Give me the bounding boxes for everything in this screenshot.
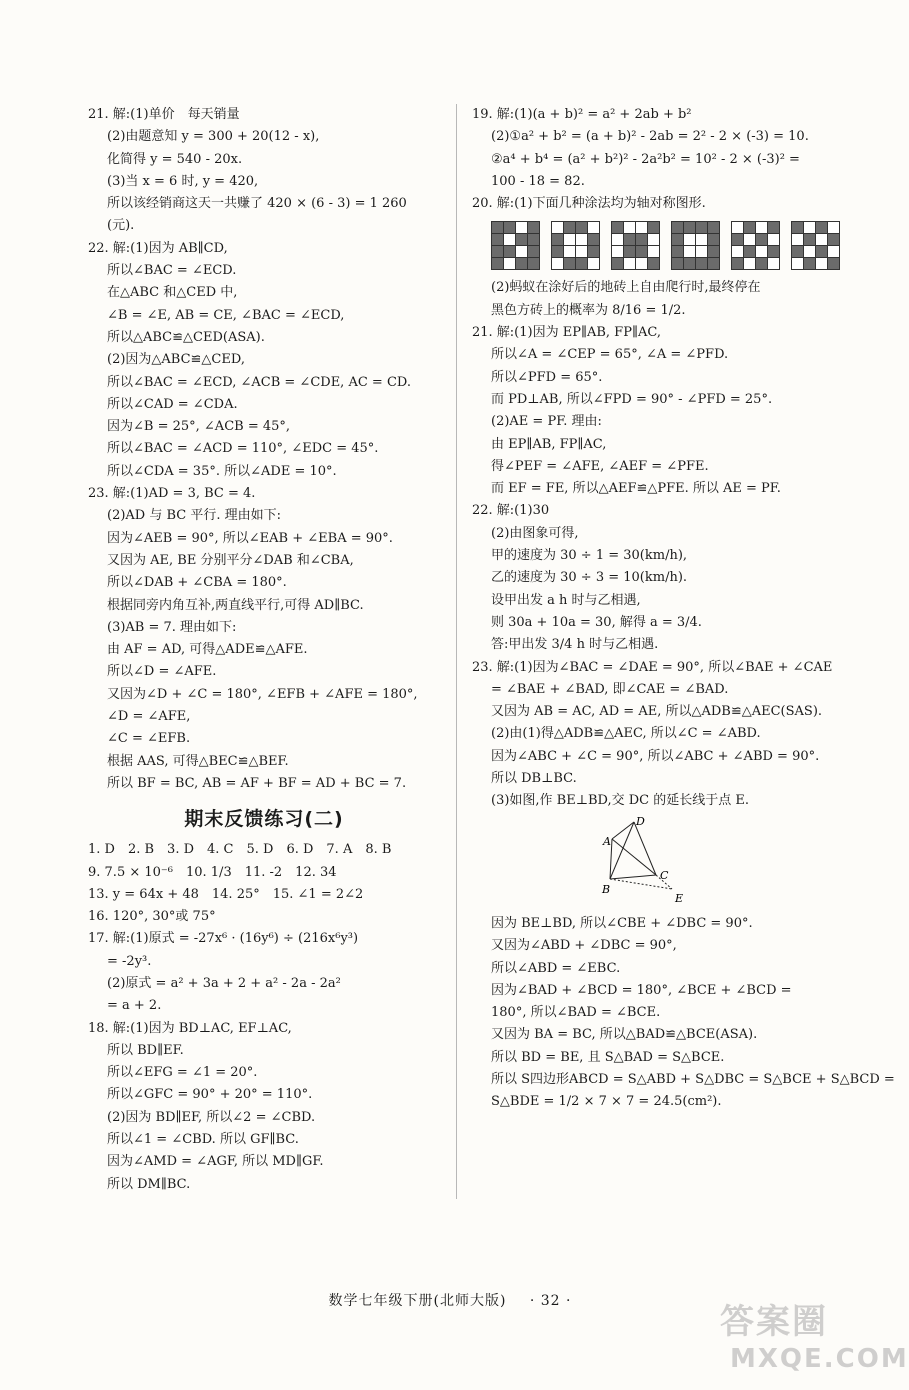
light-tile (636, 258, 647, 269)
light-tile (816, 258, 827, 269)
solution-line: 所以∠GFC = 90° + 20° = 110°. (107, 1087, 313, 1103)
solution-line: 化简得 y = 540 - 20x. (107, 151, 243, 167)
dark-tile (504, 222, 515, 233)
light-tile (564, 234, 575, 245)
solution-line: 所以∠ABD = ∠EBC. (491, 960, 621, 976)
solution-line: 23. 解:(1)因为∠BAC = ∠DAE = 90°, 所以∠BAE + ∠CAE (472, 659, 833, 675)
dark-tile (732, 234, 743, 245)
dark-tile (684, 222, 695, 233)
light-tile (552, 222, 563, 233)
dark-tile (648, 222, 659, 233)
solution-line: (2)蚂蚁在涂好后的地砖上自由爬行时,最终停在 (491, 280, 761, 296)
light-tile (828, 222, 839, 233)
light-tile (552, 258, 563, 269)
solution-line: 设甲出发 a h 时与乙相遇, (491, 592, 641, 608)
solution-line: 根据 AAS, 可得△BEC≌△BEF. (107, 753, 289, 769)
light-tile (756, 222, 767, 233)
solution-line: ∠D = ∠AFE, (107, 709, 191, 725)
solution-line: 所以 BD = BE, 且 S△BAD = S△BCE. (491, 1049, 725, 1065)
solution-line: ∠B = ∠E, AB = CE, ∠BAC = ∠ECD, (107, 307, 345, 323)
dark-tile (588, 234, 599, 245)
left-column (88, 104, 440, 1196)
dark-tile (612, 222, 623, 233)
solution-line: 所以∠BAC = ∠ACD = 110°, ∠EDC = 45°. (107, 441, 379, 457)
solution-line: 100 - 18 = 82. (491, 173, 585, 189)
solution-line: 22. 解:(1)30 (472, 503, 550, 519)
solution-line: 23. 解:(1)AD = 3, BC = 4. (88, 486, 256, 502)
solution-line: 因为∠AMD = ∠AGF, 所以 MD∥GF. (107, 1154, 324, 1170)
solution-line: 所以∠BAC = ∠ECD, ∠ACB = ∠CDE, AC = CD. (107, 374, 411, 390)
light-tile (684, 234, 695, 245)
light-tile (756, 246, 767, 257)
light-tile (624, 222, 635, 233)
point-label-d: D (636, 814, 645, 828)
dark-tile (744, 222, 755, 233)
solution-line: 而 EF = FE, 所以△AEF≌△PFE. 所以 AE = PF. (491, 481, 781, 497)
point-label-c: C (660, 868, 669, 882)
solution-line: (2)因为 BD∥EF, 所以∠2 = ∠CBD. (107, 1109, 316, 1125)
solution-line: (2)由图象可得, (491, 525, 579, 541)
solution-line: 所以△ABC≌△CED(ASA). (107, 329, 265, 345)
solution-line: 因为∠BAD + ∠BCD = 180°, ∠BCE + ∠BCD = (491, 982, 792, 998)
solution-line: 所以∠A = ∠CEP = 65°, ∠A = ∠PFD. (491, 347, 729, 363)
light-tile (576, 246, 587, 257)
dark-tile (492, 222, 503, 233)
solution-line: = -2y³. (107, 953, 152, 969)
light-tile (828, 246, 839, 257)
solution-line: 19. 解:(1)(a + b)² = a² + 2ab + b² (472, 107, 692, 122)
solution-line: = a + 2. (107, 998, 162, 1014)
solution-line: 得∠PEF = ∠AFE, ∠AEF = ∠PFE. (491, 458, 709, 474)
light-tile (684, 246, 695, 257)
light-tile (816, 234, 827, 245)
dark-tile (528, 258, 539, 269)
solution-line: 22. 解:(1)因为 AB∥CD, (88, 240, 228, 256)
dark-tile (684, 258, 695, 269)
solution-line: 16. 120°, 30°或 75° (88, 909, 216, 925)
dark-tile (528, 246, 539, 257)
dark-tile (792, 246, 803, 257)
solution-line: (2)AE = PF. 理由: (491, 414, 602, 430)
solution-line: 又因为 AB = AC, AD = AE, 所以△ADB≌△AEC(SAS). (491, 704, 823, 720)
solution-line: 所以 BF = BC, AB = AF + BF = AD + BC = 7. (107, 775, 407, 791)
solution-line: 13. y = 64x + 48 14. 25° 15. ∠1 = 2∠2 (88, 886, 364, 902)
light-tile (588, 258, 599, 269)
solution-line: 在△ABC 和△CED 中, (107, 285, 238, 301)
solution-line: 由 EP∥AB, FP∥AC, (491, 436, 607, 452)
light-tile (804, 246, 815, 257)
light-tile (504, 234, 515, 245)
dark-tile (576, 222, 587, 233)
dark-tile (744, 246, 755, 257)
solution-line: 20. 解:(1)下面几种涂法均为轴对称图形. (472, 196, 706, 212)
dark-tile (708, 234, 719, 245)
dark-tile (708, 258, 719, 269)
solution-line: 所以∠EFG = ∠1 = 20°. (107, 1065, 258, 1081)
solution-line: 而 PD⊥AB, 所以∠FPD = 90° - ∠PFD = 25°. (491, 391, 773, 407)
solution-line: 180°, 所以∠BAD = ∠BCE. (491, 1005, 661, 1021)
solution-line: (2)原式 = a² + 3a + 2 + a² - 2a - 2a² (107, 975, 341, 991)
solution-line: 所以 BD∥EF. (107, 1042, 184, 1058)
solution-line: 所以∠D = ∠AFE. (107, 664, 217, 680)
light-tile (744, 258, 755, 269)
light-tile (732, 222, 743, 233)
segment-ac (612, 839, 656, 875)
light-tile (516, 222, 527, 233)
solution-line: (2)因为△ABC≌△CED, (107, 352, 245, 368)
light-tile (564, 246, 575, 257)
dark-tile (648, 258, 659, 269)
footer-book-title: 数学七年级下册(北师大版) (328, 1293, 507, 1309)
solution-line: 因为∠B = 25°, ∠ACB = 45°, (107, 419, 291, 435)
light-tile (768, 234, 779, 245)
dark-tile (804, 234, 815, 245)
light-tile (648, 246, 659, 257)
dark-tile (552, 234, 563, 245)
solution-line: 所以∠CAD = ∠CDA. (107, 396, 238, 412)
solution-line: 所以∠1 = ∠CBD. 所以 GF∥BC. (107, 1132, 299, 1148)
tile-pattern-4 (671, 221, 720, 270)
tile-pattern-6 (791, 221, 840, 270)
light-tile (804, 222, 815, 233)
solution-line: 所以∠CDA = 35°. 所以∠ADE = 10°. (107, 463, 337, 479)
light-tile (588, 222, 599, 233)
solution-line: (元). (107, 218, 135, 234)
point-label-a: A (603, 834, 611, 848)
light-tile (696, 234, 707, 245)
dark-tile (492, 258, 503, 269)
solution-line: (2)由(1)得△ADB≌△AEC, 所以∠C = ∠ABD. (491, 726, 761, 742)
tile-pattern-3 (611, 221, 660, 270)
dark-tile (816, 222, 827, 233)
tile-pattern-row (491, 221, 832, 271)
dark-tile (564, 258, 575, 269)
solution-line: 因为 BE⊥BD, 所以∠CBE + ∠DBC = 90°. (491, 915, 753, 931)
light-tile (612, 234, 623, 245)
dark-tile (516, 234, 527, 245)
light-tile (516, 246, 527, 257)
dark-tile (636, 246, 647, 257)
light-tile (744, 234, 755, 245)
light-tile (792, 234, 803, 245)
tile-pattern-2 (551, 221, 600, 270)
solution-line: 17. 解:(1)原式 = -27x⁶ · (16y⁶) ÷ (216x⁶y³) (88, 931, 359, 947)
dark-tile (624, 234, 635, 245)
solution-line: 所以∠DAB + ∠CBA = 180°. (107, 575, 287, 591)
solution-line: 9. 7.5 × 10⁻⁶ 10. 1/3 11. -2 12. 34 (88, 864, 337, 880)
solution-line: 由 AF = AD, 可得△ADE≌△AFE. (107, 642, 308, 658)
dark-tile (492, 234, 503, 245)
solution-line: 黑色方砖上的概率为 8/16 = 1/2. (491, 302, 686, 318)
light-tile (768, 258, 779, 269)
solution-line: 所以∠BAC = ∠ECD. (107, 263, 237, 279)
tile-pattern-5 (731, 221, 780, 270)
dark-tile (828, 258, 839, 269)
light-tile (576, 234, 587, 245)
dark-tile (804, 258, 815, 269)
light-tile (732, 246, 743, 257)
light-tile (792, 258, 803, 269)
light-tile (624, 258, 635, 269)
dark-tile (504, 246, 515, 257)
segment-bc (610, 875, 656, 879)
dark-tile (756, 258, 767, 269)
dark-tile (708, 246, 719, 257)
light-tile (696, 246, 707, 257)
dark-tile (612, 258, 623, 269)
solution-line: (3)当 x = 6 时, y = 420, (107, 173, 259, 189)
solution-line: 乙的速度为 30 ÷ 3 = 10(km/h). (491, 570, 688, 586)
watermark-logo (720, 1300, 909, 1382)
dark-tile (696, 222, 707, 233)
solution-line: ∠C = ∠EFB. (107, 731, 191, 747)
dark-tile (768, 246, 779, 257)
light-tile (504, 258, 515, 269)
dark-tile (516, 258, 527, 269)
dark-tile (672, 222, 683, 233)
solution-line: 则 30a + 10a = 30, 解得 a = 3/4. (491, 614, 702, 630)
solution-line: (2)由题意知 y = 300 + 20(12 - x), (107, 129, 320, 145)
dark-tile (552, 246, 563, 257)
solution-line: 又因为∠ABD + ∠DBC = 90°, (491, 938, 677, 954)
dark-tile (768, 222, 779, 233)
solution-line: (3)AB = 7. 理由如下: (107, 619, 237, 635)
dark-tile (672, 234, 683, 245)
dark-tile (792, 222, 803, 233)
dark-tile (816, 246, 827, 257)
dark-tile (828, 234, 839, 245)
dark-tile (588, 246, 599, 257)
dark-tile (672, 246, 683, 257)
solution-line: 所以 S四边形ABCD = S△ABD + S△DBC = S△BCE + S△BCD = (491, 1071, 895, 1087)
dark-tile (756, 234, 767, 245)
solution-line: 因为∠AEB = 90°, 所以∠EAB + ∠EBA = 90°. (107, 530, 393, 546)
tile-pattern-1 (491, 221, 540, 270)
solution-line: ②a⁴ + b⁴ = (a² + b²)² - 2a²b² = 10² - 2 × (-3)² = (491, 151, 800, 167)
dark-tile (732, 258, 743, 269)
solution-line: 所以 DM∥BC. (107, 1176, 191, 1192)
dark-tile (636, 234, 647, 245)
solution-line: 18. 解:(1)因为 BD⊥AC, EF⊥AC, (88, 1020, 292, 1036)
dark-tile (576, 258, 587, 269)
right-column (472, 104, 895, 1114)
solution-line: (2)①a² + b² = (a + b)² - 2ab = 2² - 2 × (-3) = 10. (491, 129, 809, 145)
solution-line: 所以∠PFD = 65°. (491, 369, 603, 385)
dark-tile (696, 258, 707, 269)
solution-line: 又因为∠D + ∠C = 180°, ∠EFB + ∠AFE = 180°, (107, 686, 418, 702)
solution-line: 根据同旁内角互补,两直线平行,可得 AD∥BC. (107, 597, 364, 613)
solution-line: 答:甲出发 3/4 h 时与乙相遇. (491, 637, 659, 653)
solution-line: 因为∠ABC + ∠C = 90°, 所以∠ABC + ∠ABD = 90°. (491, 748, 820, 764)
solution-line: 又因为 AE, BE 分别平分∠DAB 和∠CBA, (107, 552, 354, 568)
point-label-b: B (602, 882, 611, 896)
dark-tile (672, 258, 683, 269)
dark-tile (528, 234, 539, 245)
light-tile (648, 234, 659, 245)
column-divider (456, 104, 457, 1199)
dark-tile (528, 222, 539, 233)
point-label-e: E (675, 891, 684, 905)
watermark-bottom: MXQE.COM (730, 1344, 909, 1374)
segment-bd (610, 822, 634, 879)
watermark-top: 答案圈 (720, 1302, 828, 1342)
geometry-figure (592, 814, 702, 905)
segment-cd (634, 822, 656, 875)
solution-line: = ∠BAE + ∠BAD, 即∠CAE = ∠BAD. (491, 681, 729, 697)
solution-line: 又因为 BA = BC, 所以△BAD≌△BCE(ASA). (491, 1027, 758, 1043)
solution-line: 所以该经销商这天一共赚了 420 × (6 - 3) = 1 260 (107, 196, 407, 212)
dark-tile (564, 222, 575, 233)
solution-line: 所以 DB⊥BC. (491, 771, 577, 787)
solution-line: 1. D 2. B 3. D 4. C 5. D 6. D 7. A 8. B (88, 842, 392, 858)
dark-tile (708, 222, 719, 233)
footer-page-number: · 32 · (529, 1293, 572, 1309)
solution-line: S△BDE = 1/2 × 7 × 7 = 24.5(cm²). (491, 1094, 722, 1110)
solution-line: 21. 解:(1)单价 每天销量 (88, 107, 240, 122)
solution-line: (2)AD 与 BC 平行. 理由如下: (107, 508, 282, 524)
dark-tile (624, 246, 635, 257)
section-title: 期末反馈练习(二) (184, 808, 344, 831)
solution-line: 21. 解:(1)因为 EP∥AB, FP∥AC, (472, 325, 661, 341)
solution-line: 甲的速度为 30 ÷ 1 = 30(km/h), (491, 548, 688, 564)
dark-tile (492, 246, 503, 257)
light-tile (612, 246, 623, 257)
light-tile (636, 222, 647, 233)
solution-line: (3)如图,作 BE⊥BD,交 DC 的延长线于点 E. (491, 793, 749, 809)
